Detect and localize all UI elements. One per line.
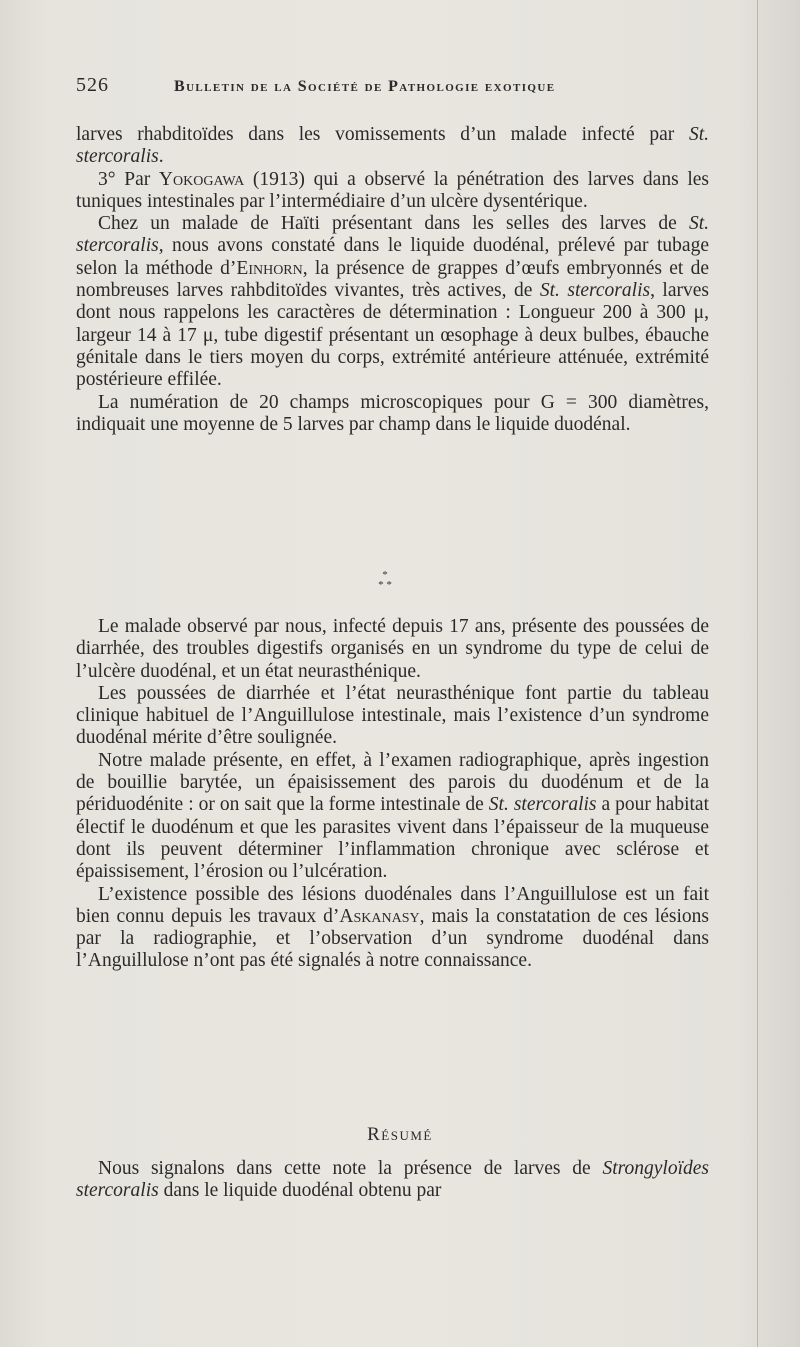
text-run: L’existence possible des lésions duodénales dans l’Anguillulose est un fait bien connu depuis les travaux d’ [76,883,709,927]
text-run: , mais la constatation de ces lésions par la radiographie, et l’observation d’un syndrome duodénal dans l’Anguillulose n’ont pas été signalés à notre connaissance. [76,905,709,972]
text-block-summary [76,1158,709,1203]
text-run: , larves dont nous rappelons les caractères de détermination : Longueur 200 à 300 μ, largeur 14 à 17 μ, tube digestif présentant un œsophage à deux bulbes, ébauche génitale dans le tiers moyen du corps, extrémité antérieure atténuée, extrémité postérieure effilée. [76,280,709,391]
paragraph [76,750,709,884]
page-number: 526 [76,74,109,96]
paragraph [76,124,709,169]
species-name: Strongyloïdes stercoralis [76,1158,709,1202]
text-run: 3° Par [98,168,159,190]
species-name: St. stercoralis [76,213,709,257]
paragraph: La numération de 20 champs microscopiques pour G = 300 diamètres, indiquait une moyenne de 5 larves par champ dans le liquide duodénal. [76,391,709,435]
author-name: Einhorn [236,257,303,279]
paragraph: Les poussées de diarrhée et l’état neurasthénique font partie du tableau clinique habituel de l’Anguillulose intestinale, mais l’existence d’un syndrome duodénal mérite d’être soulignée. [76,682,709,749]
paragraph [76,213,709,391]
text-run: , la présence de grappes d’œufs embryonnés et de nombreuses larves rahbditoïdes vivantes, très actives, de [76,257,709,302]
species-name: St. stercoralis [76,124,709,168]
asterism-top: * [382,569,388,581]
text-run: dans le liquide duodénal obtenu par [158,1180,442,1202]
author-name: Yokogawa [158,168,245,190]
section-heading-resume: Résumé [367,1124,433,1145]
text-run: a pour habitat électif le duodénum et que les parasites vivent dans l’épaisseur de la muqueuse dont ils peuvent déterminer l’inflammation chronique avec sclérose et épaissisement, l’érosion ou l’ulcération. [76,794,709,883]
text-block-intro [76,124,709,436]
section-asterism [370,570,400,590]
species-name: St. stercoralis [539,280,651,302]
paragraph [76,169,709,214]
text-block-observation [76,616,709,973]
species-name: St. stercoralis [488,794,597,816]
text-run: larves rhabditoïdes dans les vomissements d’un malade infecté par [76,124,689,145]
text-run: Chez un malade de Haïti présentant dans les selles des larves de [98,213,689,235]
text-run: Nous signalons dans cette note la présence de larves de [98,1158,603,1179]
page-header [76,74,636,104]
text-run: , nous avons constaté dans le liquide duodénal, prélevé par tubage selon la méthode d’ [76,235,709,279]
paragraph: Le malade observé par nous, infecté depuis 17 ans, présente des poussées de diarrhée, des troubles digestifs organisés en un syndrome du type de celui de l’ulcère duodénal, et un état neurasthénique. [76,616,709,682]
asterism-bottom: * * [378,579,392,591]
paragraph [76,1158,709,1203]
author-name: Askanasy [339,905,420,927]
text-run: Notre malade présente, en effet, à l’examen radiographique, après ingestion de bouillie barytée, un épaisissement des parois du duodénum et de la périduodénite : or on sait que la forme intestinale de [76,749,709,816]
running-title: Bulletin de la Société de Pathologie exotique [174,78,556,95]
paragraph [76,884,709,973]
text-run: (1913) qui a observé la pénétration des larves dans les tuniques intestinales par l’intermédiaire d’un ulcère dysentérique. [76,168,710,212]
text-run: . [158,146,164,168]
